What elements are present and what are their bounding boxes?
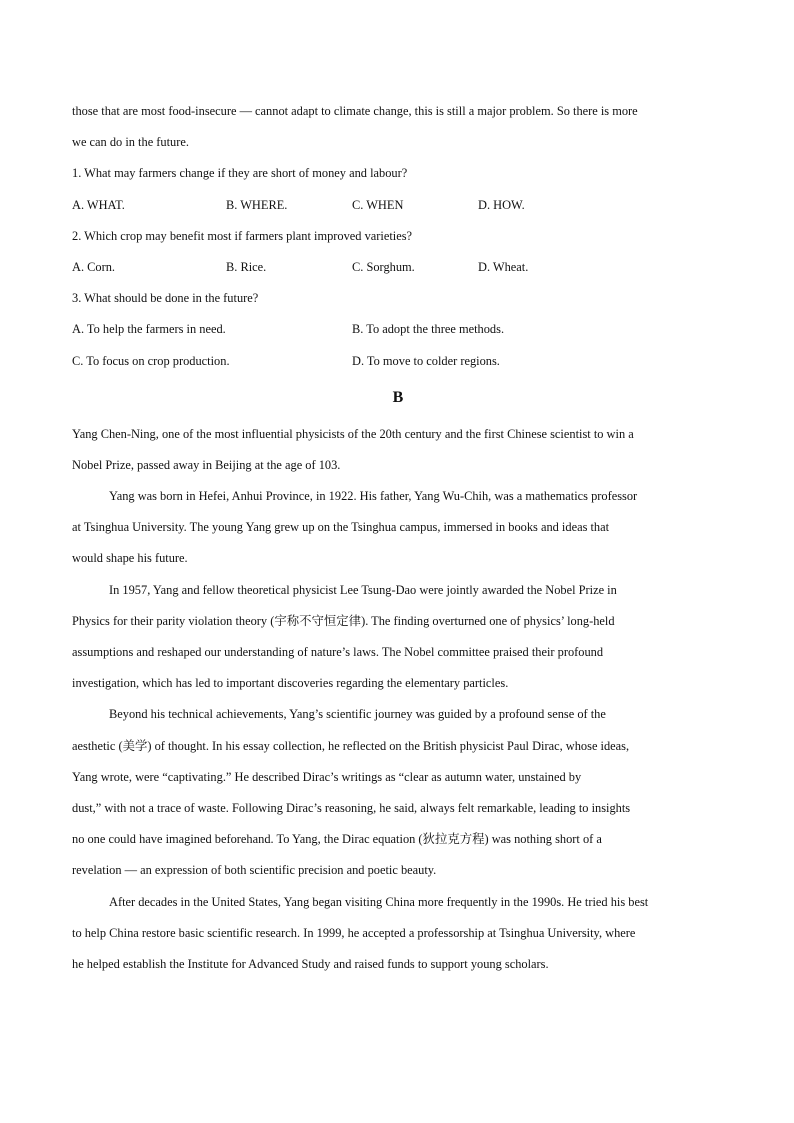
option-c: C. Sorghum.	[352, 259, 415, 274]
paragraph-line: to help China restore basic scientific research. In 1999, he accepted a professorship at Tsinghua University, where	[72, 925, 636, 940]
option-b: B. To adopt the three methods.	[352, 322, 505, 337]
option-d: D. HOW.	[478, 197, 525, 212]
passage-a-line: those that are most food-insecure — cannot adapt to climate change, this is still a major problem. So there is more	[72, 104, 638, 118]
paragraph-line: assumptions and reshaped our understanding of nature’s laws. The Nobel committee praised their profound	[72, 645, 604, 659]
paragraph-line: he helped establish the Institute for Advanced Study and raised funds to support young scholars.	[72, 956, 549, 971]
paragraph-line: would shape his future.	[72, 551, 188, 566]
paragraph-line: no one could have imagined beforehand. To Yang, the Dirac equation (狄拉克方程) was nothing short of a	[72, 832, 602, 847]
option-a: A. WHAT.	[72, 197, 125, 212]
paragraph-line: Yang Chen-Ning, one of the most influential physicists of the 20th century and the first Chinese scientist to win a	[72, 426, 634, 441]
paragraph-line: dust,” with not a trace of waste. Following Dirac’s reasoning, he said, always felt remarkable, leading to insights	[72, 800, 631, 815]
question-3-stem: 3. What should be done in the future?	[72, 291, 259, 306]
option-a: A. Corn.	[72, 259, 116, 274]
option-c: C. To focus on crop production.	[72, 353, 230, 368]
question-3-options-row-2	[72, 346, 724, 377]
option-b: B. Rice.	[226, 259, 267, 274]
paragraph-1	[72, 419, 724, 481]
passage-a-line: we can do in the future.	[72, 135, 189, 150]
paragraph-line: Physics for their parity violation theory (宇称不守恒定律). The finding overturned one of physics’ long-held	[72, 613, 615, 628]
question-1-options	[72, 190, 724, 221]
question-2-options	[72, 252, 724, 283]
paragraph-line: In 1957, Yang and fellow theoretical physicist Lee Tsung-Dao were jointly awarded the Nobel Prize in	[109, 582, 617, 597]
option-b: B. WHERE.	[226, 197, 288, 212]
paragraph-5	[72, 887, 724, 981]
paragraph-4	[72, 699, 724, 886]
question-3-options-row-1	[72, 314, 724, 345]
paragraph-line: aesthetic (美学) of thought. In his essay collection, he reflected on the British physicist Paul Dirac, whose ideas,	[72, 738, 630, 753]
paragraph-line: revelation — an expression of both scientific precision and poetic beauty.	[72, 863, 437, 878]
page-content	[72, 96, 724, 980]
option-d: D. Wheat.	[478, 259, 529, 274]
section-heading: B	[392, 388, 404, 406]
question-2-stem: 2. Which crop may benefit most if farmers plant improved varieties?	[72, 228, 413, 243]
option-c: C. WHEN	[352, 197, 404, 212]
paragraph-line: Nobel Prize, passed away in Beijing at the age of 103.	[72, 457, 341, 472]
paragraph-line: After decades in the United States, Yang began visiting China more frequently in the 1990s. He tried his best	[109, 894, 649, 909]
paragraph-line: Yang was born in Hefei, Anhui Province, in 1922. His father, Yang Wu-Chih, was a mathematics professor	[109, 489, 638, 504]
question-1-stem: 1. What may farmers change if they are short of money and labour?	[72, 166, 408, 181]
option-d: D. To move to colder regions.	[352, 353, 500, 368]
paragraph-3	[72, 575, 724, 700]
option-a: A. To help the farmers in need.	[72, 322, 226, 337]
paragraph-line: investigation, which has led to important discoveries regarding the elementary particles.	[72, 676, 509, 691]
paragraph-line: Yang wrote, were “captivating.” He described Dirac’s writings as “clear as autumn water, unstained by	[72, 769, 582, 784]
paragraph-2	[72, 481, 724, 575]
paragraph-line: Beyond his technical achievements, Yang’s scientific journey was guided by a profound sense of the	[109, 707, 606, 722]
paragraph-line: at Tsinghua University. The young Yang grew up on the Tsinghua campus, immersed in books and ideas that	[72, 520, 610, 535]
